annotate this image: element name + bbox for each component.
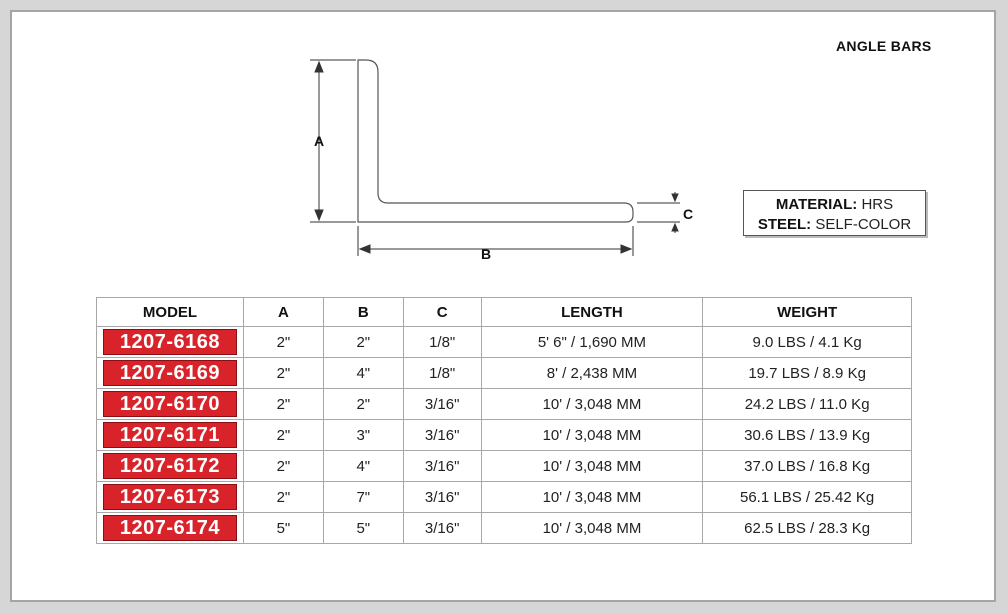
cell-model <box>97 358 244 389</box>
header-b: B <box>323 298 403 327</box>
cell-length: 5' 6" / 1,690 MM <box>481 327 703 358</box>
cell-b: 5" <box>323 513 403 544</box>
cell-weight: 56.1 LBS / 25.42 Kg <box>703 482 912 513</box>
header-length: LENGTH <box>481 298 703 327</box>
cell-length: 10' / 3,048 MM <box>481 420 703 451</box>
cell-weight: 30.6 LBS / 13.9 Kg <box>703 420 912 451</box>
dimension-b <box>358 226 633 256</box>
cell-b: 4" <box>323 358 403 389</box>
cell-c: 3/16" <box>403 420 481 451</box>
model-number-badge: 1207-6172 <box>103 453 237 479</box>
table-row <box>97 358 912 389</box>
cell-b: 4" <box>323 451 403 482</box>
steel-value: SELF-COLOR <box>815 216 912 233</box>
model-number-badge: 1207-6174 <box>103 515 237 541</box>
model-number-badge: 1207-6169 <box>103 360 237 386</box>
table-row <box>97 451 912 482</box>
cell-b: 7" <box>323 482 403 513</box>
cell-length: 10' / 3,048 MM <box>481 513 703 544</box>
cell-length: 10' / 3,048 MM <box>481 451 703 482</box>
cell-length: 8' / 2,438 MM <box>481 358 703 389</box>
material-label: MATERIAL: <box>775 196 858 213</box>
cell-c: 3/16" <box>403 389 481 420</box>
cell-length: 10' / 3,048 MM <box>481 389 703 420</box>
cell-weight: 37.0 LBS / 16.8 Kg <box>703 451 912 482</box>
cell-a: 5" <box>243 513 323 544</box>
model-number-badge: 1207-6173 <box>103 484 237 510</box>
cell-c: 3/16" <box>403 482 481 513</box>
cell-a: 2" <box>243 389 323 420</box>
cell-c: 1/8" <box>403 327 481 358</box>
header-c: C <box>403 298 481 327</box>
label-c: C <box>683 206 694 222</box>
label-b: B <box>481 246 492 262</box>
material-line <box>744 195 925 215</box>
steel-line <box>744 215 925 235</box>
cell-b: 2" <box>323 327 403 358</box>
cell-a: 2" <box>243 420 323 451</box>
cell-model <box>97 420 244 451</box>
cell-length: 10' / 3,048 MM <box>481 482 703 513</box>
cell-c: 3/16" <box>403 451 481 482</box>
cell-b: 2" <box>323 389 403 420</box>
cell-b: 3" <box>323 420 403 451</box>
header-weight: WEIGHT <box>703 298 912 327</box>
cell-a: 2" <box>243 327 323 358</box>
material-value: HRS <box>861 196 894 213</box>
cell-a: 2" <box>243 482 323 513</box>
cell-a: 2" <box>243 451 323 482</box>
table-row <box>97 389 912 420</box>
dimension-c <box>637 192 680 233</box>
cell-model <box>97 389 244 420</box>
cell-model <box>97 451 244 482</box>
model-number-badge: 1207-6170 <box>103 391 237 417</box>
cell-c: 1/8" <box>403 358 481 389</box>
table-body <box>97 327 912 544</box>
model-number-badge: 1207-6168 <box>103 329 237 355</box>
header-a: A <box>243 298 323 327</box>
cell-model <box>97 327 244 358</box>
table-row <box>97 513 912 544</box>
cell-model <box>97 513 244 544</box>
table-row <box>97 420 912 451</box>
table-row <box>97 482 912 513</box>
material-info-box <box>743 190 926 236</box>
cell-model <box>97 482 244 513</box>
page-title: ANGLE BARS <box>836 38 932 54</box>
cell-weight: 19.7 LBS / 8.9 Kg <box>703 358 912 389</box>
specs-table <box>96 297 912 544</box>
table-row <box>97 327 912 358</box>
cell-weight: 62.5 LBS / 28.3 Kg <box>703 513 912 544</box>
cell-a: 2" <box>243 358 323 389</box>
angle-profile <box>358 60 633 222</box>
cell-weight: 24.2 LBS / 11.0 Kg <box>703 389 912 420</box>
cell-weight: 9.0 LBS / 4.1 Kg <box>703 327 912 358</box>
cell-c: 3/16" <box>403 513 481 544</box>
steel-label: STEEL: <box>757 216 812 233</box>
table-header-row <box>97 298 912 327</box>
model-number-badge: 1207-6171 <box>103 422 237 448</box>
header-model: MODEL <box>97 298 244 327</box>
label-a: A <box>314 133 325 149</box>
